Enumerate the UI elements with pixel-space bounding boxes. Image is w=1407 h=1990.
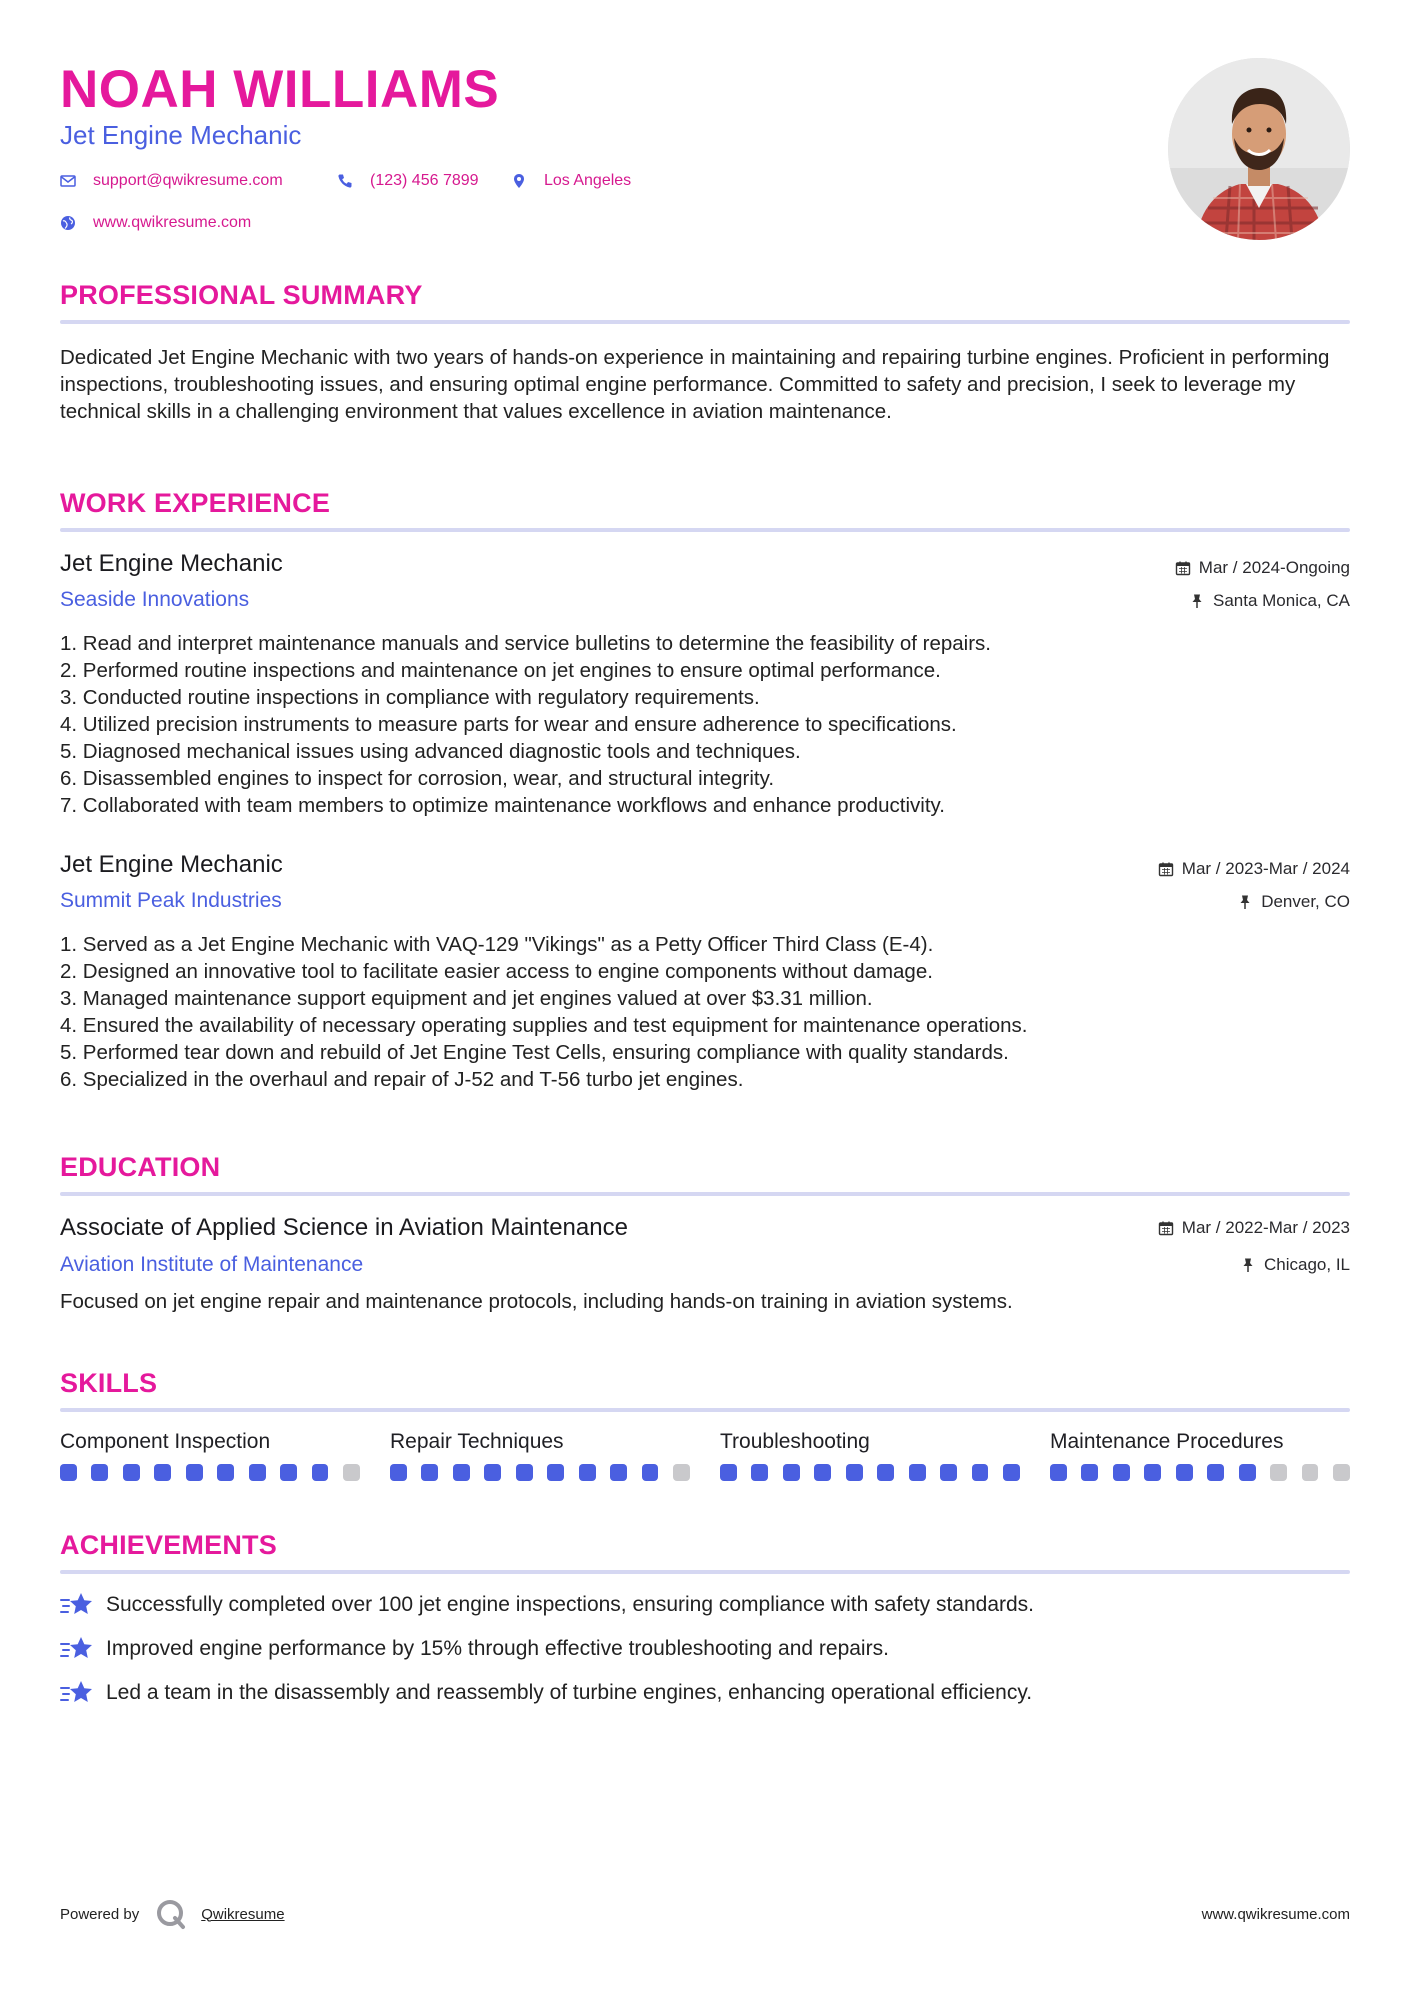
skill-dot-filled bbox=[421, 1464, 438, 1481]
company-name: Seaside Innovations bbox=[60, 588, 250, 611]
skill-dot-filled bbox=[547, 1464, 564, 1481]
calendar-icon bbox=[1175, 560, 1191, 576]
calendar-icon bbox=[1158, 861, 1174, 877]
job-location bbox=[1189, 591, 1350, 611]
skill-dot-filled bbox=[642, 1464, 659, 1481]
skill-rating bbox=[720, 1464, 1020, 1481]
phone-icon bbox=[337, 173, 353, 189]
list-item: 7. Collaborated with team members to optimize maintenance workflows and enhance productivity. bbox=[60, 794, 945, 817]
skill-dot-filled bbox=[123, 1464, 140, 1481]
skill-dot-empty bbox=[1333, 1464, 1350, 1481]
pushpin-icon bbox=[1237, 894, 1253, 910]
skill-dot-filled bbox=[972, 1464, 989, 1481]
job-dates-text: Mar / 2023-Mar / 2024 bbox=[1181, 859, 1350, 878]
section-divider bbox=[60, 1570, 1350, 1574]
list-item: 1. Read and interpret maintenance manuals and service bulletins to determine the feasibility of repairs. bbox=[60, 632, 991, 655]
skill-dot-filled bbox=[312, 1464, 329, 1481]
school-name: Aviation Institute of Maintenance bbox=[60, 1253, 364, 1276]
skill-dot-filled bbox=[1050, 1464, 1067, 1481]
list-item: 2. Designed an innovative tool to facilitate easier access to engine components without damage. bbox=[60, 960, 933, 983]
section-divider bbox=[60, 1408, 1350, 1412]
degree-title: Associate of Applied Science in Aviation Maintenance bbox=[60, 1214, 628, 1241]
resume-page bbox=[60, 0, 1350, 1990]
skill-dot-filled bbox=[909, 1464, 926, 1481]
calendar-icon bbox=[1158, 1220, 1174, 1236]
job-bullets bbox=[60, 630, 1350, 819]
skill-dot-filled bbox=[610, 1464, 627, 1481]
skill-dot-filled bbox=[154, 1464, 171, 1481]
list-item: 6. Specialized in the overhaul and repair of J-52 and T-56 turbo jet engines. bbox=[60, 1068, 744, 1091]
achievement-item bbox=[60, 1678, 1032, 1708]
website-contact[interactable] bbox=[60, 214, 251, 232]
skill-name: Maintenance Procedures bbox=[1050, 1430, 1284, 1453]
list-item: 4. Utilized precision instruments to measure parts for wear and ensure adherence to specifications. bbox=[60, 713, 957, 736]
skill-dot-filled bbox=[453, 1464, 470, 1481]
skill-dot-filled bbox=[217, 1464, 234, 1481]
profile-photo bbox=[1168, 58, 1350, 240]
skill-dot-filled bbox=[1003, 1464, 1020, 1481]
map-pin-icon bbox=[511, 173, 527, 189]
skill-dot-filled bbox=[484, 1464, 501, 1481]
job-dates bbox=[1158, 859, 1350, 879]
skill-dot-filled bbox=[60, 1464, 77, 1481]
skill-name: Component Inspection bbox=[60, 1430, 271, 1453]
list-item: 1. Served as a Jet Engine Mechanic with VAQ-129 "Vikings" as a Petty Officer Third Class (E-4). bbox=[60, 933, 934, 956]
skill-dot-filled bbox=[1239, 1464, 1256, 1481]
website-text: www.qwikresume.com bbox=[93, 214, 252, 231]
qwikresume-link[interactable]: Qwikresume bbox=[201, 1905, 285, 1923]
section-divider bbox=[60, 320, 1350, 324]
star-icon bbox=[60, 1678, 94, 1708]
job-dates bbox=[1175, 558, 1350, 578]
job-title: Jet Engine Mechanic bbox=[60, 550, 283, 577]
skill-item bbox=[720, 1430, 1020, 1481]
skill-dot-filled bbox=[1113, 1464, 1130, 1481]
skill-dot-filled bbox=[814, 1464, 831, 1481]
qwikresume-logo-icon bbox=[155, 1898, 187, 1930]
skill-dot-filled bbox=[877, 1464, 894, 1481]
skill-name: Troubleshooting bbox=[720, 1430, 870, 1453]
list-item: 6. Disassembled engines to inspect for corrosion, wear, and structural integrity. bbox=[60, 767, 775, 790]
section-divider bbox=[60, 1192, 1350, 1196]
skill-dot-empty bbox=[343, 1464, 360, 1481]
achievement-text: Improved engine performance by 15% through effective troubleshooting and repairs. bbox=[106, 1637, 889, 1660]
job-location-text: Denver, CO bbox=[1261, 892, 1350, 911]
candidate-role: Jet Engine Mechanic bbox=[60, 120, 302, 150]
achievement-item bbox=[60, 1634, 889, 1664]
skill-item bbox=[1050, 1430, 1350, 1481]
list-item: 2. Performed routine inspections and maintenance on jet engines to ensure optimal performance. bbox=[60, 659, 941, 682]
job-dates-text: Mar / 2024-Ongoing bbox=[1198, 558, 1350, 577]
summary-heading: PROFESSIONAL SUMMARY bbox=[60, 280, 423, 310]
skill-dot-empty bbox=[1270, 1464, 1287, 1481]
powered-by bbox=[60, 1898, 285, 1930]
star-icon bbox=[60, 1634, 94, 1664]
envelope-icon bbox=[60, 173, 76, 189]
job-title: Jet Engine Mechanic bbox=[60, 851, 283, 878]
skill-dot-filled bbox=[516, 1464, 533, 1481]
education-description: Focused on jet engine repair and maintenance protocols, including hands-on training in aviation systems. bbox=[60, 1290, 1013, 1313]
candidate-name: NOAH WILLIAMS bbox=[60, 60, 500, 119]
powered-by-text: Powered by bbox=[60, 1905, 140, 1923]
skill-dot-filled bbox=[186, 1464, 203, 1481]
pushpin-icon bbox=[1240, 1257, 1256, 1273]
skill-dot-filled bbox=[1144, 1464, 1161, 1481]
skill-dot-filled bbox=[390, 1464, 407, 1481]
list-item: 5. Performed tear down and rebuild of Jet Engine Test Cells, ensuring compliance with quality standards. bbox=[60, 1041, 1009, 1064]
job-location bbox=[1237, 892, 1350, 912]
skill-dot-filled bbox=[579, 1464, 596, 1481]
education-heading: EDUCATION bbox=[60, 1152, 221, 1182]
experience-heading: WORK EXPERIENCE bbox=[60, 488, 331, 518]
skill-dot-empty bbox=[1302, 1464, 1319, 1481]
location-text: Los Angeles bbox=[544, 172, 632, 189]
achievement-item bbox=[60, 1590, 1034, 1620]
skill-dot-filled bbox=[91, 1464, 108, 1481]
skills-heading: SKILLS bbox=[60, 1368, 158, 1398]
skill-dot-filled bbox=[1207, 1464, 1224, 1481]
job-location-text: Santa Monica, CA bbox=[1212, 591, 1350, 610]
skill-dot-filled bbox=[1081, 1464, 1098, 1481]
phone-text: (123) 456 7899 bbox=[370, 172, 479, 189]
list-item: 3. Managed maintenance support equipment and jet engines valued at over $3.31 million. bbox=[60, 987, 873, 1010]
list-item: 4. Ensured the availability of necessary operating supplies and test equipment for maintenance operations. bbox=[60, 1014, 1028, 1037]
footer-website[interactable]: www.qwikresume.com bbox=[1201, 1906, 1350, 1923]
education-dates bbox=[1158, 1218, 1350, 1238]
education-dates-text: Mar / 2022-Mar / 2023 bbox=[1181, 1218, 1350, 1237]
skill-rating bbox=[390, 1464, 690, 1481]
skill-dot-filled bbox=[846, 1464, 863, 1481]
skill-rating bbox=[1050, 1464, 1350, 1481]
skill-dot-filled bbox=[1176, 1464, 1193, 1481]
education-location-text: Chicago, IL bbox=[1264, 1255, 1350, 1274]
email-contact[interactable] bbox=[60, 172, 283, 190]
company-name: Summit Peak Industries bbox=[60, 889, 282, 912]
education-location bbox=[1240, 1255, 1350, 1275]
achievement-text: Successfully completed over 100 jet engine inspections, ensuring compliance with safety standards. bbox=[106, 1593, 1035, 1616]
achievement-text: Led a team in the disassembly and reassembly of turbine engines, enhancing operational efficiency. bbox=[106, 1681, 1033, 1704]
phone-contact[interactable] bbox=[337, 172, 479, 190]
location-contact bbox=[511, 172, 631, 190]
globe-icon bbox=[60, 215, 76, 231]
achievements-heading: ACHIEVEMENTS bbox=[60, 1530, 277, 1560]
star-icon bbox=[60, 1590, 94, 1620]
skill-dot-filled bbox=[783, 1464, 800, 1481]
skill-name: Repair Techniques bbox=[390, 1430, 564, 1453]
job-bullets bbox=[60, 931, 1350, 1093]
list-item: 5. Diagnosed mechanical issues using advanced diagnostic tools and techniques. bbox=[60, 740, 801, 763]
skill-dot-filled bbox=[751, 1464, 768, 1481]
skill-dot-filled bbox=[249, 1464, 266, 1481]
email-text: support@qwikresume.com bbox=[93, 172, 283, 189]
skill-item bbox=[390, 1430, 690, 1481]
pushpin-icon bbox=[1189, 593, 1205, 609]
skill-dot-filled bbox=[940, 1464, 957, 1481]
section-divider bbox=[60, 528, 1350, 532]
skill-rating bbox=[60, 1464, 360, 1481]
skill-dot-filled bbox=[280, 1464, 297, 1481]
list-item: 3. Conducted routine inspections in compliance with regulatory requirements. bbox=[60, 686, 760, 709]
skill-dot-filled bbox=[720, 1464, 737, 1481]
skill-item bbox=[60, 1430, 360, 1481]
skill-dot-empty bbox=[673, 1464, 690, 1481]
summary-text: Dedicated Jet Engine Mechanic with two years of hands-on experience in maintaining and repairing turbine engines. Proficient in performing inspections, troubleshooting issues, and ensuring optimal engine performance. Committed to safety and precision, I seek to leverage my technical skills in a challenging environment that values excellence in aviation maintenance. bbox=[60, 346, 1330, 423]
